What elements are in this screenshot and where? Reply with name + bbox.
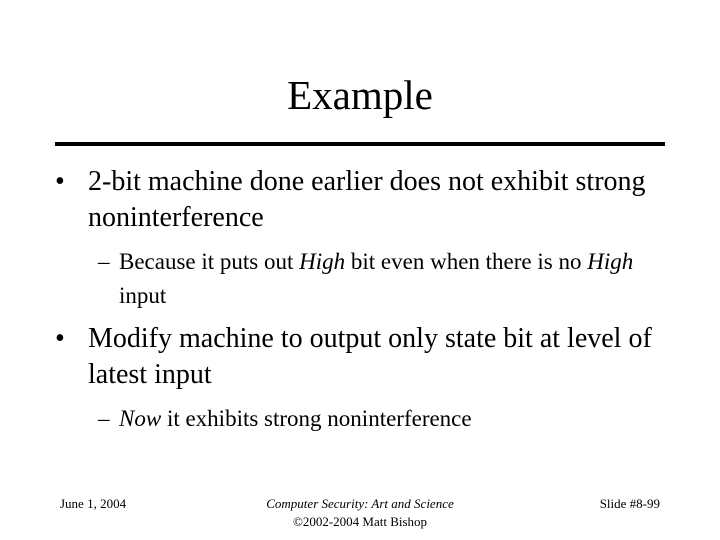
bullet-text: Modify machine to output only state bit at level of latest input — [88, 323, 652, 390]
sub-bullet-text-part: input — [119, 283, 167, 308]
slide-title: Example — [287, 72, 433, 118]
bullet-mark: • — [55, 166, 65, 197]
sub-bullet-mark: – — [98, 406, 110, 431]
sub-bullet-text-part: Because it puts out — [119, 249, 300, 274]
sub-bullet-mark: – — [98, 249, 110, 274]
sub-bullet-text-part: it exhibits strong noninterference — [161, 406, 472, 431]
footer-course-title: Computer Security: Art and Science — [266, 496, 454, 511]
sub-bullet-text-part: bit even when there is no — [345, 249, 588, 274]
sub-bullet-emphasis: Now — [119, 406, 162, 431]
sub-bullet-emphasis: High — [299, 249, 346, 274]
bullet-mark: • — [55, 323, 65, 354]
sub-bullet-text — [119, 402, 679, 436]
footer-slide-number: Slide #8-99 — [599, 496, 660, 511]
bullet-text: 2-bit machine done earlier does not exhibit strong noninterference — [88, 166, 646, 233]
sub-bullet-emphasis: High — [587, 249, 634, 274]
sub-bullet-text — [119, 245, 679, 313]
footer-date: June 1, 2004 — [60, 496, 127, 511]
footer-center — [210, 495, 510, 531]
title-divider — [55, 142, 665, 146]
footer-copyright: ©2002-2004 Matt Bishop — [292, 514, 428, 529]
